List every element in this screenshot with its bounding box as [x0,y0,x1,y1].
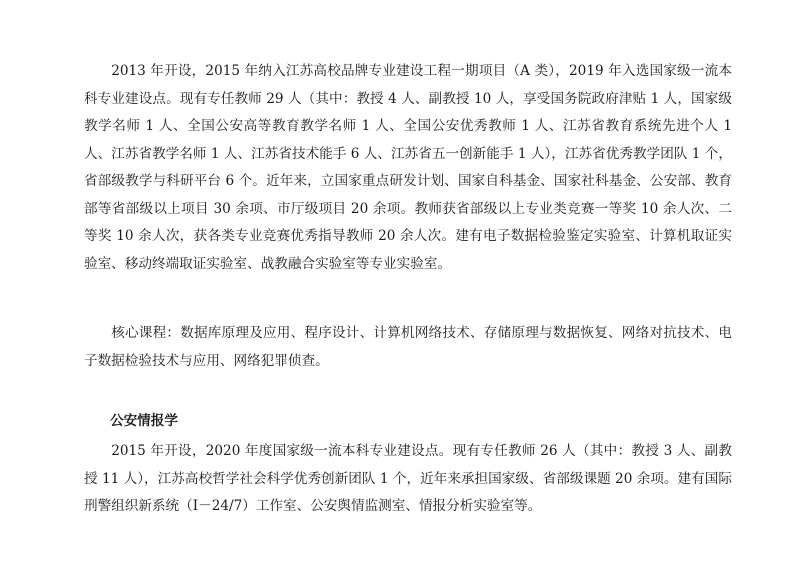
major-intro-block [84,58,732,278]
section-intro-paragraph: 2015 年开设，2020 年度国家级一流本科专业建设点。现有专任教师 26 人（其中：教授 3 人、副教授 11 人），江苏高校哲学社会科学优秀创新团队 1 个，近年来承担国家级、省部级课题 20 余项。建有国际刑警组织新系统（I－24/7）工作室、公安舆情监测室、情报分析实验室等。 [84,443,732,514]
core-courses-paragraph: 核心课程：数据库原理及应用、程序设计、计算机网络技术、存储原理与数据恢复、网络对抗技术、电子数据检验技术与应用、网络犯罪侦查。 [84,325,732,369]
major-intro-paragraph: 2013 年开设，2015 年纳入江苏高校品牌专业建设工程一期项目（A 类），2019 年入选国家级一流本科专业建设点。现有专任教师 29 人（其中：教授 4 人、副教授 10 人，享受国务院政府津贴 1 人，国家级教学名师 1 人、全国公安高等教育教学名师 1 人、全国公安优秀教师 1 人、江苏省教育系统先进个人 1 人、江苏省教学名师 1 人、江苏省技术能手 6 人、江苏省五一创新能手 1 人），江苏省优秀教学团队 1 个，省部级教学与科研平台 6 个。近年来，立国家重点研发计划、国家自科基金、国家社科基金、公安部、教育部等省部级以上项目 30 余项、市厅级项目 20 余项。教师获省部级以上专业类竞赛一等奖 10 余人次、二等奖 10 余人次，获各类专业竞赛优秀指导教师 20 余人次。建有电子数据检验鉴定实验室、计算机取证实验室、移动终端取证实验室、战教融合实验室等专业实验室。 [84,63,732,272]
section-heading: 公安情报学 [110,413,178,429]
core-courses-block [84,320,732,375]
section-intro-block [84,438,732,521]
